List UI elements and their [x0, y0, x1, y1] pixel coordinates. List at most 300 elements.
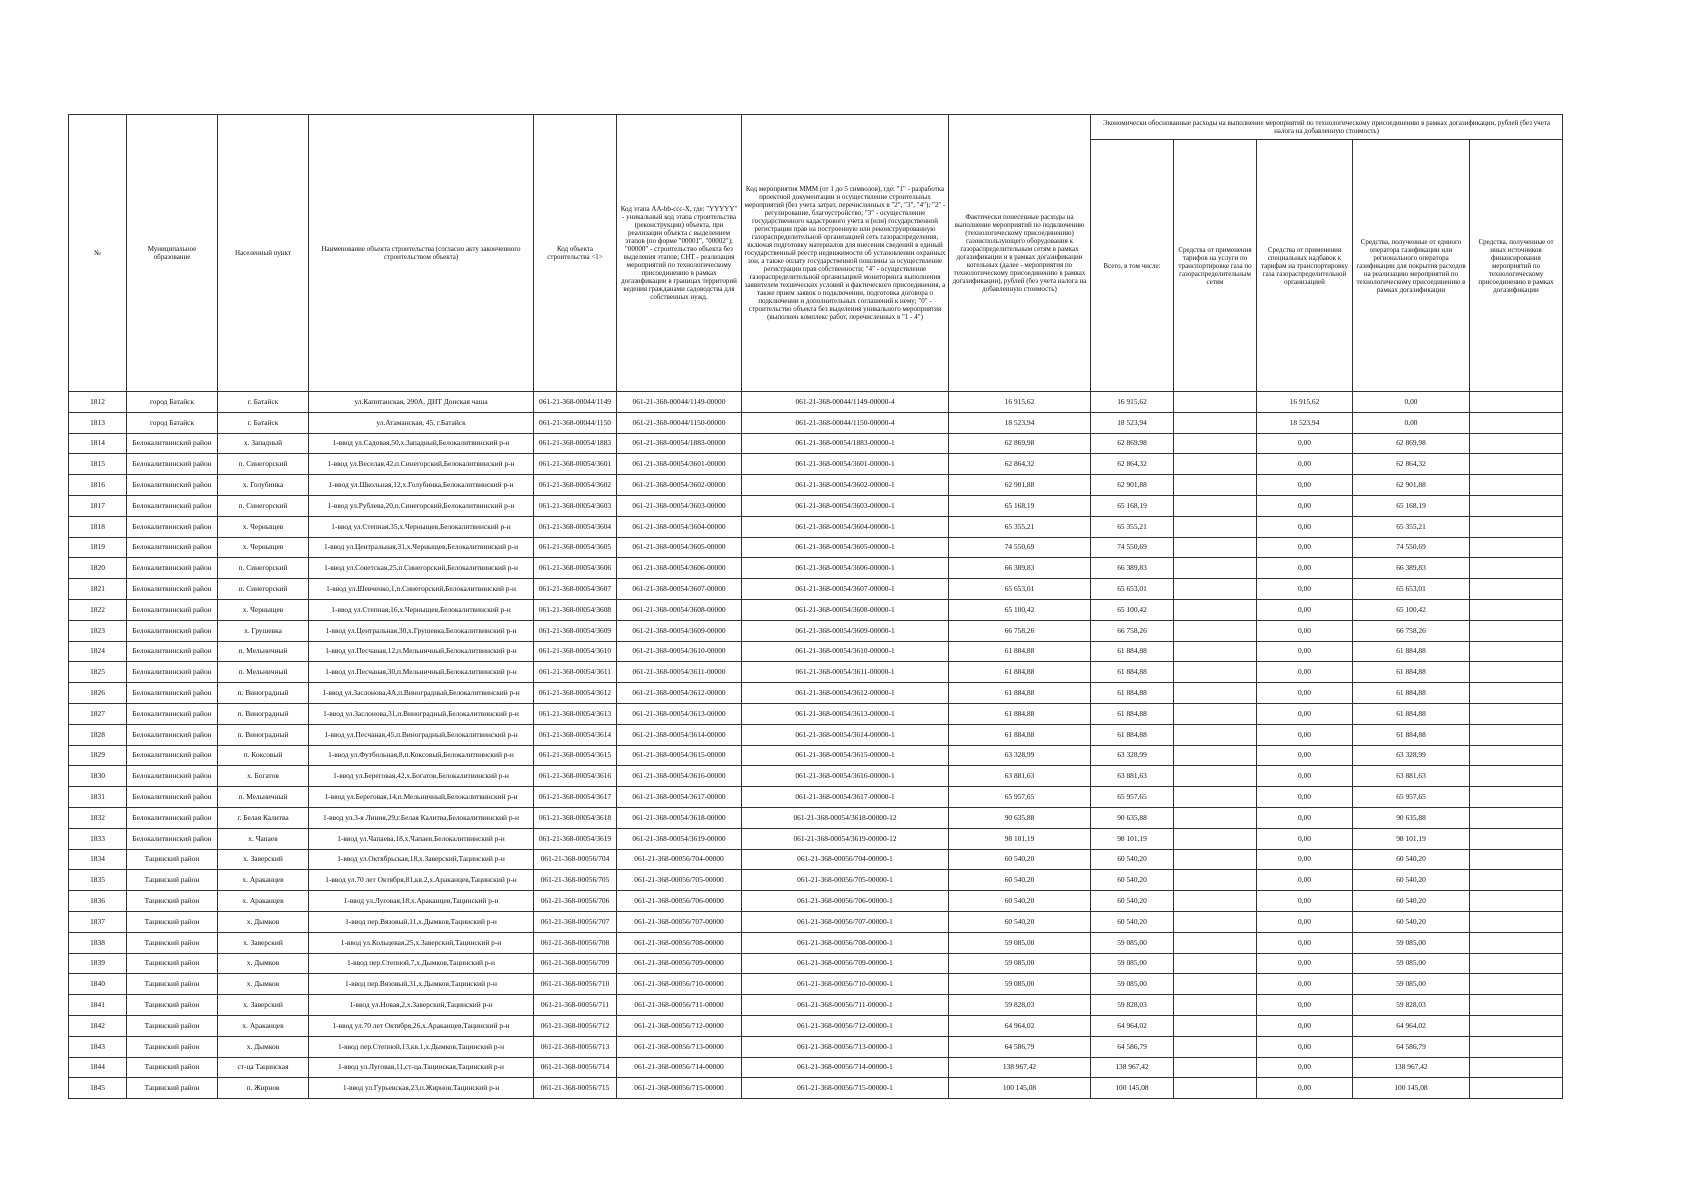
special-markups-cell: 0,00 [1257, 495, 1353, 516]
row-number: 1843 [69, 1036, 127, 1057]
event-code-cell: 061-21-368-00056/707-00000-1 [742, 911, 949, 932]
event-code-cell: 061-21-368-00056/713-00000-1 [742, 1036, 949, 1057]
actual-costs-cell: 60 540,20 [949, 911, 1091, 932]
single-operator-cell: 100 145,08 [1353, 1078, 1470, 1099]
total-cell: 60 540,20 [1091, 849, 1174, 870]
single-operator-cell: 66 758,26 [1353, 620, 1470, 641]
stage-code-cell: 061-21-368-00056/709-00000 [617, 953, 742, 974]
municipality-cell: Тацинский район [127, 932, 218, 953]
municipality-cell: Белокалитвинский район [127, 724, 218, 745]
municipality-cell: Белокалитвинский район [127, 454, 218, 475]
actual-costs-cell: 59 828,03 [949, 995, 1091, 1016]
tariff-transport-cell [1174, 1015, 1257, 1036]
total-cell: 60 540,20 [1091, 891, 1174, 912]
object-name-cell: 1-ввод ул.Луговая,11,ст-ца.Тацинская,Тацинский р-н [309, 1057, 534, 1078]
municipality-cell: Тацинский район [127, 891, 218, 912]
stage-code-cell: 061-21-368-00056/714-00000 [617, 1057, 742, 1078]
header-actual-costs: Фактически понесенные расходы на выполнение мероприятий по подключению (технологическому присоединению) газоиспользующего оборудования к газораспределительным сетям в рамках догазификации и в рамках догазификации котельных (далее - мероприятия по технологическому присоединению в рамках догазификации), рублей (без учета налога на добавленную стоимость) [949, 115, 1091, 392]
other-sources-cell [1470, 641, 1563, 662]
row-number: 1837 [69, 911, 127, 932]
settlement-cell: х. Черныщев [218, 537, 309, 558]
actual-costs-cell: 61 884,88 [949, 703, 1091, 724]
other-sources-cell [1470, 537, 1563, 558]
table-body [69, 392, 1563, 1099]
actual-costs-cell: 61 884,88 [949, 683, 1091, 704]
object-name-cell: 1-ввод ул.Береговая,42,х.Богатов,Белокалитвинский р-н [309, 766, 534, 787]
settlement-cell: п. Мельничный [218, 641, 309, 662]
table-row [69, 828, 1563, 849]
event-code-cell: 061-21-368-00056/710-00000-1 [742, 974, 949, 995]
table-row [69, 599, 1563, 620]
single-operator-cell: 63 881,63 [1353, 766, 1470, 787]
single-operator-cell: 65 100,42 [1353, 599, 1470, 620]
special-markups-cell: 0,00 [1257, 766, 1353, 787]
object-name-cell: 1-ввод ул.Песчаная,12,п.Мельничный,Белокалитвинский р-н [309, 641, 534, 662]
settlement-cell: п. Виноградный [218, 683, 309, 704]
object-name-cell: ул.Атаманская, 45, г.Батайск [309, 412, 534, 433]
municipality-cell: Белокалитвинский район [127, 703, 218, 724]
total-cell: 62 864,32 [1091, 454, 1174, 475]
total-cell: 60 540,20 [1091, 870, 1174, 891]
object-name-cell: 1-ввод ул.Чапаева,18,х.Чапаев,Белокалитвинский р-н [309, 828, 534, 849]
tariff-transport-cell [1174, 662, 1257, 683]
event-code-cell: 061-21-368-00056/709-00000-1 [742, 953, 949, 974]
special-markups-cell: 0,00 [1257, 974, 1353, 995]
stage-code-cell: 061-21-368-00054/3616-00000 [617, 766, 742, 787]
table-row [69, 911, 1563, 932]
object-code-cell: 061-21-368-00054/3605 [534, 537, 617, 558]
special-markups-cell: 0,00 [1257, 475, 1353, 496]
object-code-cell: 061-21-368-00056/715 [534, 1078, 617, 1099]
event-code-cell: 061-21-368-00056/704-00000-1 [742, 849, 949, 870]
header-total: Всего, в том числе: [1091, 140, 1174, 392]
special-markups-cell: 0,00 [1257, 787, 1353, 808]
row-number: 1823 [69, 620, 127, 641]
table-row [69, 579, 1563, 600]
other-sources-cell [1470, 683, 1563, 704]
special-markups-cell: 0,00 [1257, 953, 1353, 974]
actual-costs-cell: 74 550,69 [949, 537, 1091, 558]
total-cell: 61 884,88 [1091, 703, 1174, 724]
settlement-cell: х. Черныщев [218, 599, 309, 620]
tariff-transport-cell [1174, 703, 1257, 724]
table-row [69, 558, 1563, 579]
stage-code-cell: 061-21-368-00054/3603-00000 [617, 495, 742, 516]
single-operator-cell: 61 884,88 [1353, 683, 1470, 704]
table-row [69, 537, 1563, 558]
special-markups-cell: 16 915,62 [1257, 392, 1353, 413]
tariff-transport-cell [1174, 787, 1257, 808]
tariff-transport-cell [1174, 579, 1257, 600]
event-code-cell: 061-21-368-00054/3605-00000-1 [742, 537, 949, 558]
special-markups-cell: 18 523,94 [1257, 412, 1353, 433]
table-row [69, 1078, 1563, 1099]
event-code-cell: 061-21-368-00054/3614-00000-1 [742, 724, 949, 745]
event-code-cell: 061-21-368-00054/3603-00000-1 [742, 495, 949, 516]
object-code-cell: 061-21-368-00054/3614 [534, 724, 617, 745]
actual-costs-cell: 60 540,20 [949, 870, 1091, 891]
tariff-transport-cell [1174, 745, 1257, 766]
single-operator-cell: 60 540,20 [1353, 891, 1470, 912]
event-code-cell: 061-21-368-00054/3618-00000-12 [742, 807, 949, 828]
other-sources-cell [1470, 953, 1563, 974]
actual-costs-cell: 65 100,42 [949, 599, 1091, 620]
total-cell: 63 881,63 [1091, 766, 1174, 787]
other-sources-cell [1470, 787, 1563, 808]
other-sources-cell [1470, 1057, 1563, 1078]
table-row [69, 953, 1563, 974]
settlement-cell: п. Жирнов [218, 1078, 309, 1099]
header-settlement: Населенный пункт [218, 115, 309, 392]
other-sources-cell [1470, 599, 1563, 620]
table-row [69, 891, 1563, 912]
single-operator-cell: 59 828,03 [1353, 995, 1470, 1016]
municipality-cell: Белокалитвинский район [127, 745, 218, 766]
actual-costs-cell: 60 540,20 [949, 849, 1091, 870]
stage-code-cell: 061-21-368-00056/710-00000 [617, 974, 742, 995]
table-row [69, 766, 1563, 787]
row-number: 1844 [69, 1057, 127, 1078]
special-markups-cell: 0,00 [1257, 620, 1353, 641]
row-number: 1830 [69, 766, 127, 787]
object-code-cell: 061-21-368-00056/712 [534, 1015, 617, 1036]
tariff-transport-cell [1174, 516, 1257, 537]
row-number: 1841 [69, 995, 127, 1016]
object-code-cell: 061-21-368-00056/704 [534, 849, 617, 870]
object-name-cell: 1-ввод ул.Луговая,18,х.Араканцев,Тацинский р-н [309, 891, 534, 912]
table-row [69, 870, 1563, 891]
single-operator-cell: 66 389,83 [1353, 558, 1470, 579]
tariff-transport-cell [1174, 392, 1257, 413]
other-sources-cell [1470, 579, 1563, 600]
table-row [69, 995, 1563, 1016]
tariff-transport-cell [1174, 766, 1257, 787]
municipality-cell: Белокалитвинский район [127, 579, 218, 600]
actual-costs-cell: 61 884,88 [949, 724, 1091, 745]
other-sources-cell [1470, 1078, 1563, 1099]
event-code-cell: 061-21-368-00056/708-00000-1 [742, 932, 949, 953]
settlement-cell: п. Синегорский [218, 454, 309, 475]
table-row [69, 495, 1563, 516]
actual-costs-cell: 18 523,94 [949, 412, 1091, 433]
municipality-cell: Белокалитвинский район [127, 537, 218, 558]
event-code-cell: 061-21-368-00054/3601-00000-1 [742, 454, 949, 475]
object-code-cell: 061-21-368-00056/707 [534, 911, 617, 932]
object-name-cell: 1-ввод ул.Школьная,12,х.Голубинка,Белокалитвинский р-н [309, 475, 534, 496]
other-sources-cell [1470, 558, 1563, 579]
object-name-cell: 1-ввод ул.Веселая,42,п.Синегорский,Белокалитвинский р-н [309, 454, 534, 475]
row-number: 1820 [69, 558, 127, 579]
single-operator-cell: 59 085,00 [1353, 953, 1470, 974]
stage-code-cell: 061-21-368-00054/3619-00000 [617, 828, 742, 849]
object-code-cell: 061-21-368-00054/3611 [534, 662, 617, 683]
table-row [69, 703, 1563, 724]
row-number: 1840 [69, 974, 127, 995]
object-name-cell: 1-ввод ул.70 лет Октября,81,кв.2,х.Араканцев,Тацинский р-н [309, 870, 534, 891]
stage-code-cell: 061-21-368-00056/711-00000 [617, 995, 742, 1016]
actual-costs-cell: 66 389,83 [949, 558, 1091, 579]
object-code-cell: 061-21-368-00054/3616 [534, 766, 617, 787]
object-code-cell: 061-21-368-00054/3601 [534, 454, 617, 475]
table-row [69, 1057, 1563, 1078]
table-row [69, 620, 1563, 641]
event-code-cell: 061-21-368-00054/3610-00000-1 [742, 641, 949, 662]
object-code-cell: 061-21-368-00056/710 [534, 974, 617, 995]
total-cell: 65 100,42 [1091, 599, 1174, 620]
total-cell: 59 828,03 [1091, 995, 1174, 1016]
actual-costs-cell: 59 085,00 [949, 953, 1091, 974]
municipality-cell: Тацинский район [127, 1078, 218, 1099]
other-sources-cell [1470, 1015, 1563, 1036]
object-name-cell: 1-ввод ул.Футбольная,8,п.Коксовый,Белокалитвинский р-н [309, 745, 534, 766]
table-row [69, 433, 1563, 454]
event-code-cell: 061-21-368-00054/1883-00000-1 [742, 433, 949, 454]
tariff-transport-cell [1174, 724, 1257, 745]
settlement-cell: х. Голубинка [218, 475, 309, 496]
event-code-cell: 061-21-368-00054/3612-00000-1 [742, 683, 949, 704]
object-code-cell: 061-21-368-00054/3618 [534, 807, 617, 828]
event-code-cell: 061-21-368-00054/3606-00000-1 [742, 558, 949, 579]
settlement-cell: п. Виноградный [218, 703, 309, 724]
table-header [69, 115, 1563, 392]
settlement-cell: х. Араканцев [218, 891, 309, 912]
object-code-cell: 061-21-368-00054/3612 [534, 683, 617, 704]
row-number: 1834 [69, 849, 127, 870]
object-code-cell: 061-21-368-00054/3613 [534, 703, 617, 724]
settlement-cell: г. Батайск [218, 412, 309, 433]
settlement-cell: х. Черныщев [218, 516, 309, 537]
tariff-transport-cell [1174, 828, 1257, 849]
tariff-transport-cell [1174, 558, 1257, 579]
single-operator-cell: 0,00 [1353, 392, 1470, 413]
costs-table [68, 114, 1563, 1099]
special-markups-cell: 0,00 [1257, 807, 1353, 828]
stage-code-cell: 061-21-368-00054/3614-00000 [617, 724, 742, 745]
stage-code-cell: 061-21-368-00056/715-00000 [617, 1078, 742, 1099]
other-sources-cell [1470, 433, 1563, 454]
stage-code-cell: 061-21-368-00054/3602-00000 [617, 475, 742, 496]
table-row [69, 724, 1563, 745]
stage-code-cell: 061-21-368-00054/3609-00000 [617, 620, 742, 641]
tariff-transport-cell [1174, 870, 1257, 891]
object-name-cell: 1-ввод пер.Вязовый,31,х.Дымков,Тацинский р-н [309, 974, 534, 995]
header-special-markups: Средства от применения специальных надбавок к тарифам на транспортировку газа газораспределительной организацией [1257, 140, 1353, 392]
event-code-cell: 061-21-368-00054/3619-00000-12 [742, 828, 949, 849]
object-name-cell: 1-ввод ул.Береговая,14,п.Мельничный,Белокалитвинский р-н [309, 787, 534, 808]
stage-code-cell: 061-21-368-00054/3617-00000 [617, 787, 742, 808]
row-number: 1821 [69, 579, 127, 600]
special-markups-cell: 0,00 [1257, 849, 1353, 870]
object-name-cell: 1-ввод ул.Центральная,31,х.Черныщев,Белокалитвинский р-н [309, 537, 534, 558]
other-sources-cell [1470, 911, 1563, 932]
tariff-transport-cell [1174, 1036, 1257, 1057]
settlement-cell: х. Араканцев [218, 1015, 309, 1036]
object-name-cell: 1-ввод ул.Гурьевская,23,п.Жирнов,Тацинский р-н [309, 1078, 534, 1099]
tariff-transport-cell [1174, 1057, 1257, 1078]
stage-code-cell: 061-21-368-00056/705-00000 [617, 870, 742, 891]
object-name-cell: 1-ввод ул.Заслонова,31,п.Виноградный,Белокалитвинский р-н [309, 703, 534, 724]
event-code-cell: 061-21-368-00054/3613-00000-1 [742, 703, 949, 724]
special-markups-cell: 0,00 [1257, 1078, 1353, 1099]
row-number: 1839 [69, 953, 127, 974]
total-cell: 66 389,83 [1091, 558, 1174, 579]
actual-costs-cell: 62 864,32 [949, 454, 1091, 475]
tariff-transport-cell [1174, 412, 1257, 433]
object-name-cell: 1-ввод ул.Рублева,20,п.Синегорский,Белокалитвинский р-н [309, 495, 534, 516]
other-sources-cell [1470, 475, 1563, 496]
row-number: 1836 [69, 891, 127, 912]
row-number: 1818 [69, 516, 127, 537]
single-operator-cell: 60 540,20 [1353, 849, 1470, 870]
stage-code-cell: 061-21-368-00056/706-00000 [617, 891, 742, 912]
special-markups-cell: 0,00 [1257, 579, 1353, 600]
total-cell: 65 168,19 [1091, 495, 1174, 516]
special-markups-cell: 0,00 [1257, 537, 1353, 558]
object-name-cell: ул.Капитанская, 290А, ДНТ Донская чаша [309, 392, 534, 413]
settlement-cell: х. Чапаев [218, 828, 309, 849]
special-markups-cell: 0,00 [1257, 683, 1353, 704]
tariff-transport-cell [1174, 475, 1257, 496]
stage-code-cell: 061-21-368-00054/3605-00000 [617, 537, 742, 558]
object-name-cell: 1-ввод пер.Степной,7,х.Дымков,Тацинский р-н [309, 953, 534, 974]
tariff-transport-cell [1174, 599, 1257, 620]
other-sources-cell [1470, 870, 1563, 891]
table-row [69, 392, 1563, 413]
event-code-cell: 061-21-368-00056/714-00000-1 [742, 1057, 949, 1078]
row-number: 1828 [69, 724, 127, 745]
row-number: 1845 [69, 1078, 127, 1099]
total-cell: 61 884,88 [1091, 724, 1174, 745]
tariff-transport-cell [1174, 849, 1257, 870]
settlement-cell: п. Синегорский [218, 558, 309, 579]
object-code-cell: 061-21-368-00056/706 [534, 891, 617, 912]
total-cell: 65 653,01 [1091, 579, 1174, 600]
table-row [69, 807, 1563, 828]
municipality-cell: Тацинский район [127, 849, 218, 870]
municipality-cell: город Батайск [127, 412, 218, 433]
stage-code-cell: 061-21-368-00054/3615-00000 [617, 745, 742, 766]
row-number: 1838 [69, 932, 127, 953]
object-name-cell: 1-ввод ул.Шевченко,1,п.Синегорский,Белокалитвинский р-н [309, 579, 534, 600]
single-operator-cell: 61 884,88 [1353, 724, 1470, 745]
municipality-cell: Тацинский район [127, 870, 218, 891]
header-other-sources: Средства, полученные от иных источников финансирования мероприятий по технологическому присоединению в рамках догазификации [1470, 140, 1563, 392]
other-sources-cell [1470, 995, 1563, 1016]
single-operator-cell: 98 101,19 [1353, 828, 1470, 849]
event-code-cell: 061-21-368-00056/705-00000-1 [742, 870, 949, 891]
settlement-cell: п. Синегорский [218, 579, 309, 600]
object-name-cell: 1-ввод пер.Степной,13,кв.1,х.Дымков,Тацинский р-н [309, 1036, 534, 1057]
object-code-cell: 061-21-368-00056/714 [534, 1057, 617, 1078]
settlement-cell: х. Заверский [218, 995, 309, 1016]
tariff-transport-cell [1174, 1078, 1257, 1099]
event-code-cell: 061-21-368-00054/3604-00000-1 [742, 516, 949, 537]
event-code-cell: 061-21-368-00054/3609-00000-1 [742, 620, 949, 641]
single-operator-cell: 61 884,88 [1353, 662, 1470, 683]
actual-costs-cell: 63 328,99 [949, 745, 1091, 766]
object-code-cell: 061-21-368-00044/1150 [534, 412, 617, 433]
single-operator-cell: 60 540,20 [1353, 870, 1470, 891]
stage-code-cell: 061-21-368-00054/3611-00000 [617, 662, 742, 683]
object-name-cell: 1-ввод пер.Вязовый,11,х.Дымков,Тацинский р-н [309, 911, 534, 932]
tariff-transport-cell [1174, 974, 1257, 995]
object-code-cell: 061-21-368-00054/3610 [534, 641, 617, 662]
other-sources-cell [1470, 620, 1563, 641]
object-code-cell: 061-21-368-00056/711 [534, 995, 617, 1016]
settlement-cell: п. Мельничный [218, 787, 309, 808]
actual-costs-cell: 90 635,88 [949, 807, 1091, 828]
row-number: 1842 [69, 1015, 127, 1036]
settlement-cell: п. Коксовый [218, 745, 309, 766]
stage-code-cell: 061-21-368-00044/1150-00000 [617, 412, 742, 433]
tariff-transport-cell [1174, 495, 1257, 516]
single-operator-cell: 65 653,01 [1353, 579, 1470, 600]
municipality-cell: Белокалитвинский район [127, 807, 218, 828]
settlement-cell: х. Араканцев [218, 870, 309, 891]
object-name-cell: 1-ввод ул.Советская,25,п.Синегорский,Белокалитвинский р-н [309, 558, 534, 579]
event-code-cell: 061-21-368-00054/3615-00000-1 [742, 745, 949, 766]
stage-code-cell: 061-21-368-00056/708-00000 [617, 932, 742, 953]
row-number: 1812 [69, 392, 127, 413]
stage-code-cell: 061-21-368-00044/1149-00000 [617, 392, 742, 413]
total-cell: 98 101,19 [1091, 828, 1174, 849]
actual-costs-cell: 16 915,62 [949, 392, 1091, 413]
tariff-transport-cell [1174, 953, 1257, 974]
object-name-cell: 1-ввод ул.Кольцевая,25,х.Заверский,Тацинский р-н [309, 932, 534, 953]
special-markups-cell: 0,00 [1257, 516, 1353, 537]
municipality-cell: Тацинский район [127, 953, 218, 974]
row-number: 1835 [69, 870, 127, 891]
other-sources-cell [1470, 891, 1563, 912]
municipality-cell: Белокалитвинский район [127, 620, 218, 641]
event-code-cell: 061-21-368-00044/1149-00000-4 [742, 392, 949, 413]
row-number: 1829 [69, 745, 127, 766]
special-markups-cell: 0,00 [1257, 724, 1353, 745]
settlement-cell: х. Заверский [218, 932, 309, 953]
special-markups-cell: 0,00 [1257, 641, 1353, 662]
header-object-name: Наименование объекта строительства (согласно акту законченного строительством объекта) [309, 115, 534, 392]
municipality-cell: Тацинский район [127, 1057, 218, 1078]
single-operator-cell: 90 635,88 [1353, 807, 1470, 828]
total-cell: 138 967,42 [1091, 1057, 1174, 1078]
total-cell: 100 145,08 [1091, 1078, 1174, 1099]
municipality-cell: город Батайск [127, 392, 218, 413]
total-cell: 62 901,88 [1091, 475, 1174, 496]
single-operator-cell: 61 884,88 [1353, 641, 1470, 662]
table-row [69, 516, 1563, 537]
total-cell: 61 884,88 [1091, 662, 1174, 683]
object-code-cell: 061-21-368-00044/1149 [534, 392, 617, 413]
total-cell: 60 540,20 [1091, 911, 1174, 932]
municipality-cell: Белокалитвинский район [127, 662, 218, 683]
actual-costs-cell: 100 145,08 [949, 1078, 1091, 1099]
special-markups-cell: 0,00 [1257, 558, 1353, 579]
total-cell: 61 884,88 [1091, 683, 1174, 704]
row-number: 1833 [69, 828, 127, 849]
event-code-cell: 061-21-368-00056/711-00000-1 [742, 995, 949, 1016]
total-cell: 63 328,99 [1091, 745, 1174, 766]
other-sources-cell [1470, 766, 1563, 787]
actual-costs-cell: 62 901,88 [949, 475, 1091, 496]
table-row [69, 662, 1563, 683]
settlement-cell: х. Дымков [218, 911, 309, 932]
municipality-cell: Белокалитвинский район [127, 641, 218, 662]
tariff-transport-cell [1174, 454, 1257, 475]
row-number: 1819 [69, 537, 127, 558]
single-operator-cell: 63 328,99 [1353, 745, 1470, 766]
municipality-cell: Белокалитвинский район [127, 495, 218, 516]
object-name-cell: 1-ввод ул.Песчаная,30,п.Мельничный,Белокалитвинский р-н [309, 662, 534, 683]
